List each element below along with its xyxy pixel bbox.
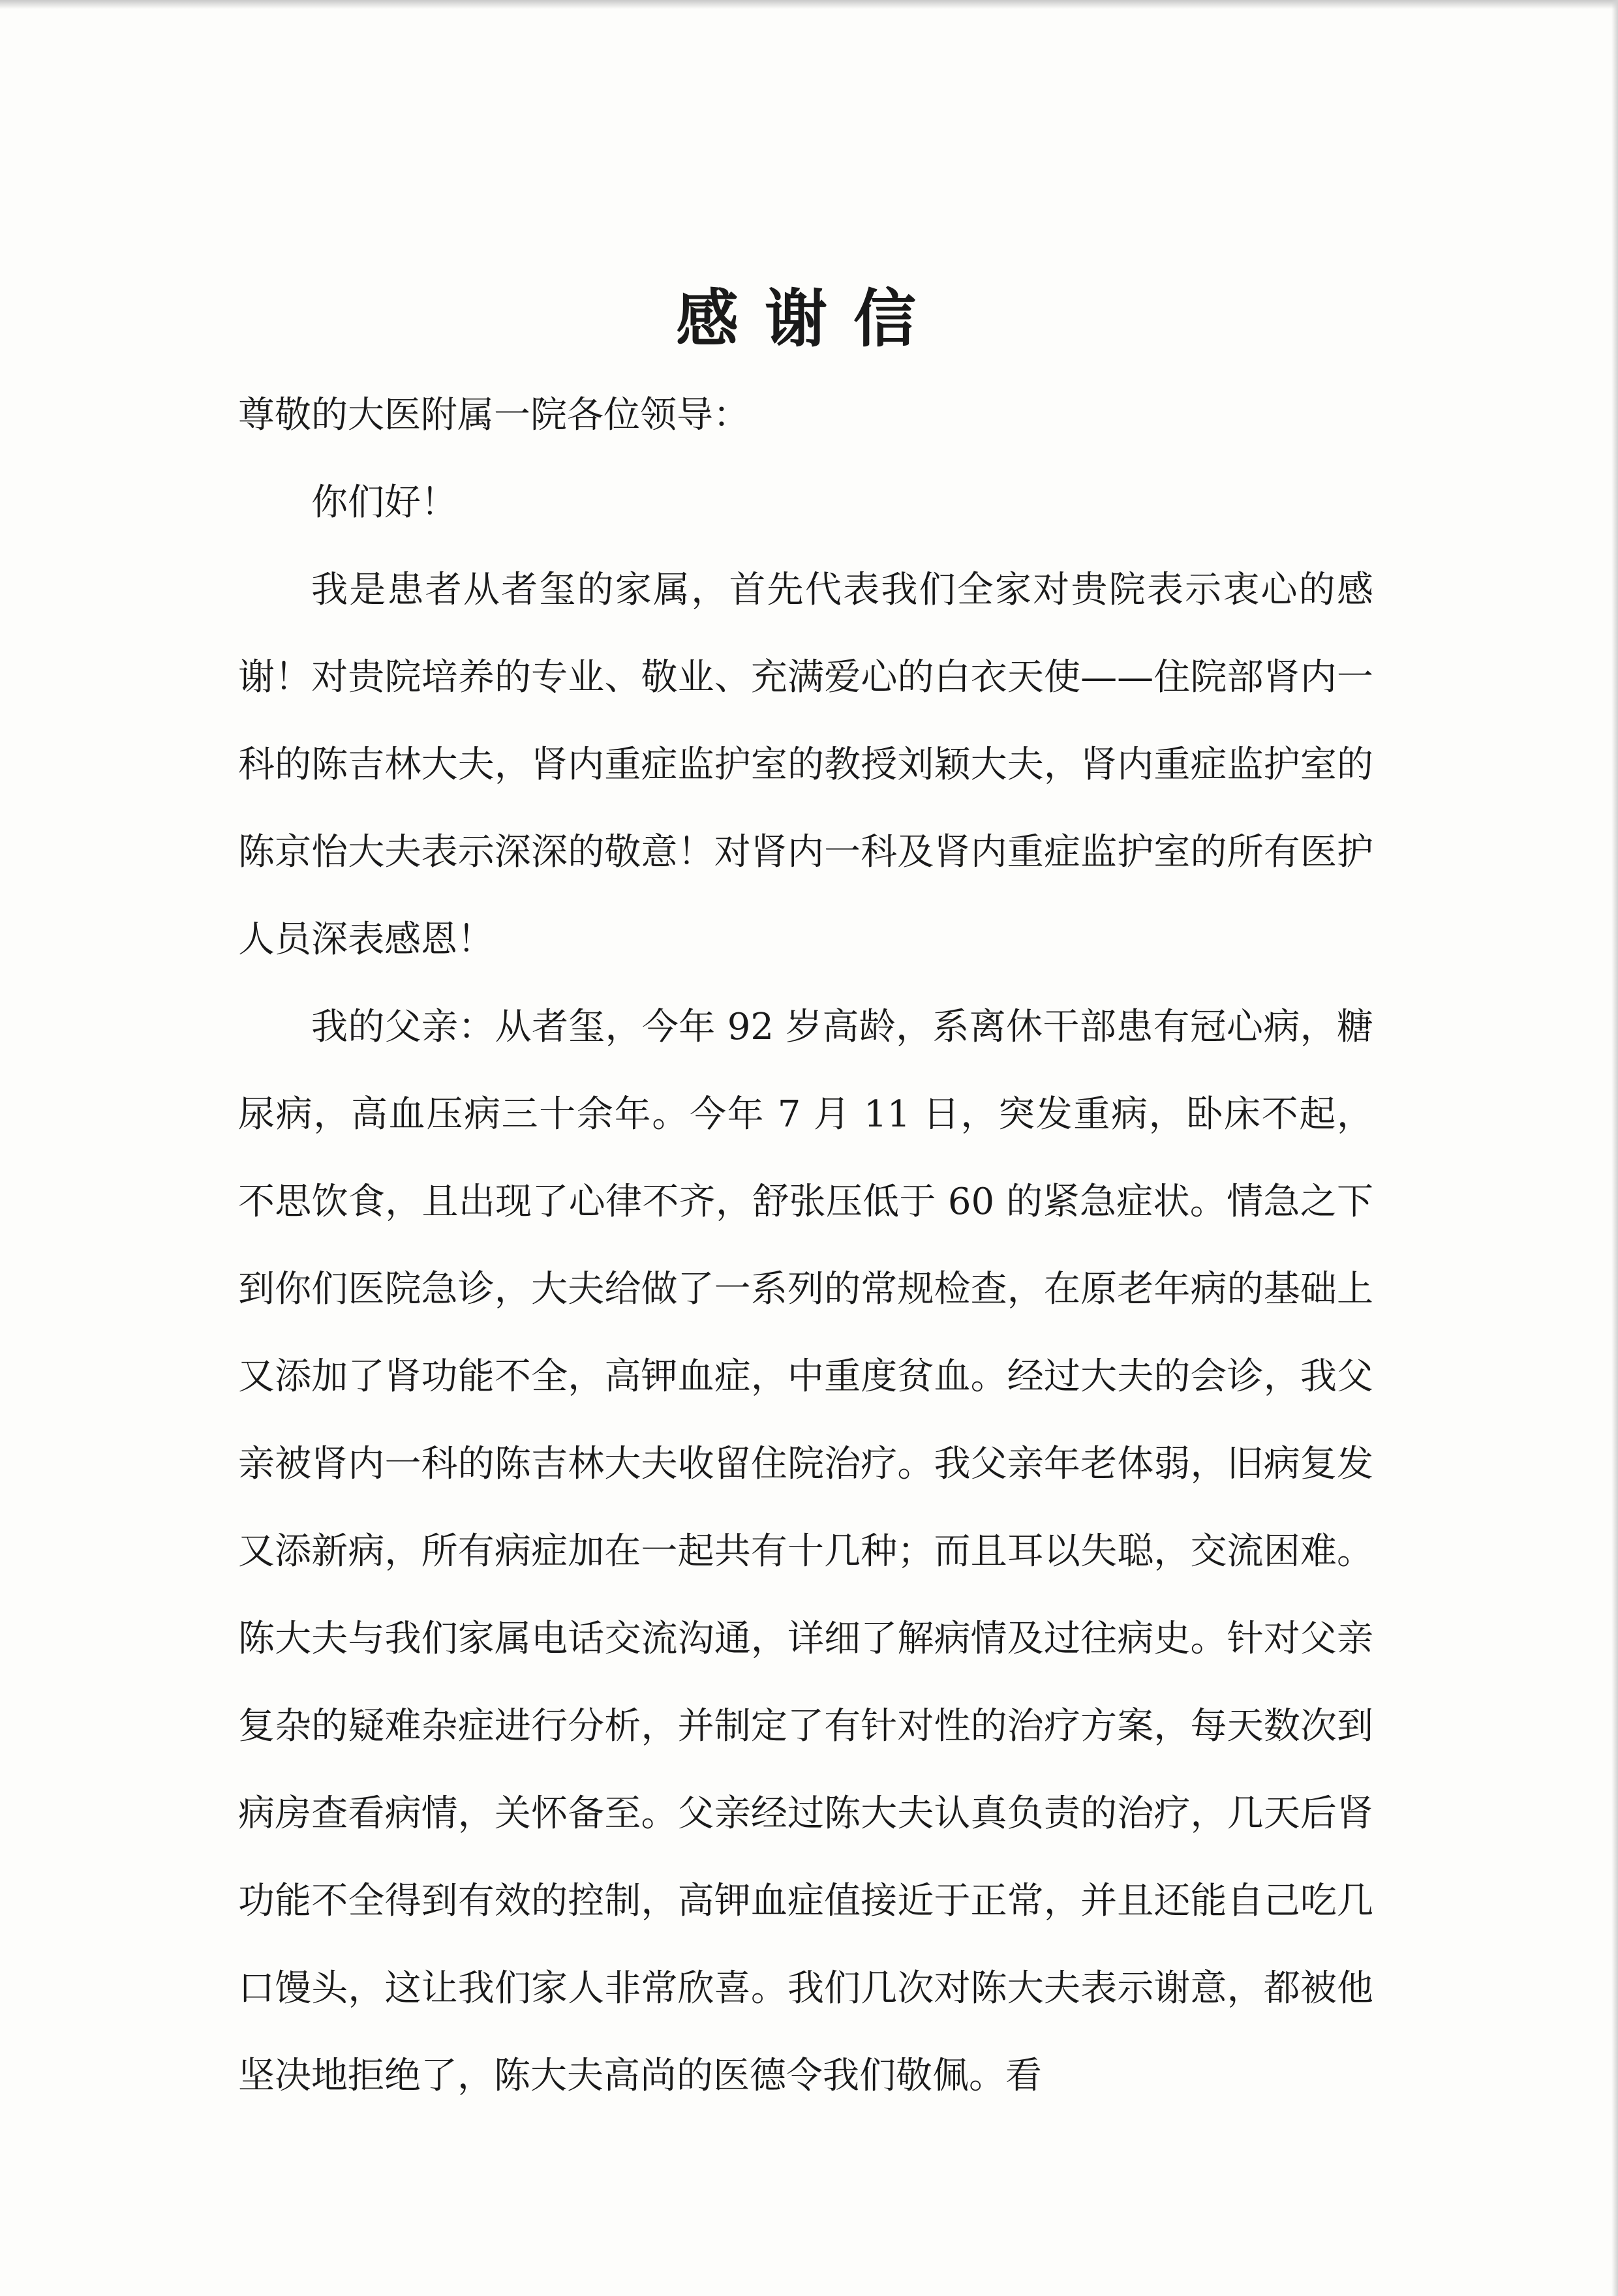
body-paragraph-1: 我是患者从者玺的家属，首先代表我们全家对贵院表示衷心的感谢！对贵院培养的专业、敬业、充满爱心的白衣天使——住院部肾内一科的陈吉林大夫，肾内重症监护室的教授刘颖大夫，肾内重症监护室的陈京怡大夫表示深深的敬意！对肾内一科及肾内重症监护室的所有医护人员深表感恩！ — [238, 569, 1373, 961]
page-title: 感谢信 — [676, 282, 942, 356]
letter-body — [238, 372, 1373, 2120]
scan-edge-top — [0, 0, 1618, 9]
body-paragraph-2: 我的父亲：从者玺，今年 92 岁高龄，系离休干部患有冠心病，糖尿病，高血压病三十余年。今年 7 月 11 日，突发重病，卧床不起，不思饮食，且出现了心律不齐，舒张压低于 60 的紧急症状。情急之下到你们医院急诊，大夫给做了一系列的常规检查，在原老年病的基础上又添加了肾功能不全，高钾血症，中重度贫血。经过大夫的会诊，我父亲被肾内一科的陈吉林大夫收留住院治疗。我父亲年老体弱，旧病复发又添新病，所有病症加在一起共有十几种；而且耳以失聪，交流困难。陈大夫与我们家属电话交流沟通，详细了解病情及过往病史。针对父亲复杂的疑难杂症进行分析，并制定了有针对性的治疗方案，每天数次到病房查看病情，关怀备至。父亲经过陈大夫认真负责的治疗，几天后肾功能不全得到有效的控制，高钾血症值接近于正常，并且还能自己吃几口馒头，这让我们家人非常欣喜。我们几次对陈大夫表示谢意，都被他坚决地拒绝了，陈大夫高尚的医德令我们敬佩。看 — [238, 1006, 1373, 2097]
greeting: 你们好！ — [311, 481, 457, 524]
salutation: 尊敬的大医附属一院各位领导： — [238, 394, 750, 436]
